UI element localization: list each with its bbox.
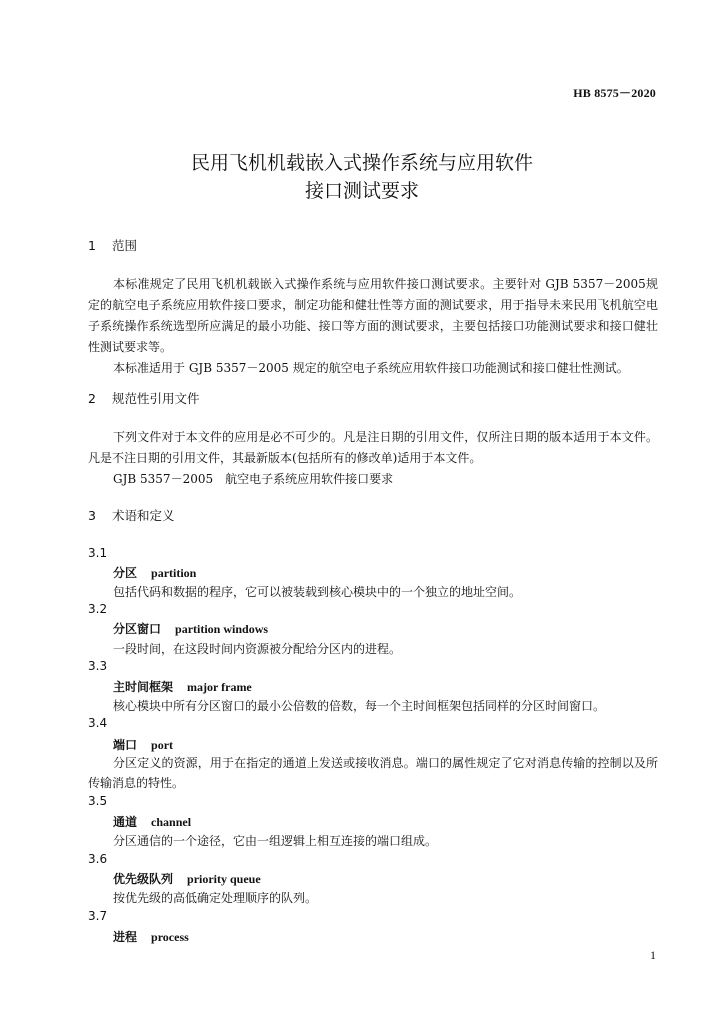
section-title: 术语和定义 (111, 508, 175, 523)
section-2-heading (88, 389, 200, 407)
term-title (113, 678, 252, 695)
term-en: process (151, 930, 189, 944)
term-en: priority queue (187, 872, 261, 886)
term-number: 3.3 (88, 659, 108, 673)
term-definition: 分区通信的一个途径，它由一组逻辑上相互连接的端口组成。 (113, 834, 438, 848)
normative-text (88, 427, 658, 490)
term-definition: 一段时间，在这段时间内资源被分配给分区内的进程。 (113, 642, 402, 656)
page-number: 1 (650, 948, 656, 962)
term-title (113, 928, 189, 945)
section-number: 3 (88, 508, 96, 523)
term-zh: 端口 (113, 738, 138, 752)
section-1-heading (88, 236, 137, 254)
term-definition: 按优先级的高低确定处理顺序的队列。 (113, 891, 318, 905)
normative-reference: GJB 5357－2005 航空电子系统应用软件接口要求 (113, 472, 394, 486)
section-number: 1 (88, 238, 96, 253)
term-title (113, 620, 268, 637)
term-definition: 包括代码和数据的程序，它可以被装载到核心模块中的一个独立的地址空间。 (113, 585, 522, 599)
term-number: 3.7 (88, 909, 108, 923)
term-zh: 主时间框架 (113, 680, 174, 694)
scope-paragraph-1: 本标准规定了民用飞机机载嵌入式操作系统与应用软件接口测试要求。主要针对 GJB 5357－2005规定的航空电子系统应用软件接口要求，制定功能和健壮性等方面的测试要求，用于指导未来民用飞机航空电子系统操作系统选型所应满足的最小功能、接口等方面的测试要求，主要包括接口功能测试要求和接口健壮性测试要求等。 (88, 277, 658, 354)
term-en: partition windows (175, 622, 269, 636)
section-number: 2 (88, 391, 96, 406)
standard-code: HB 8575－2020 (573, 86, 656, 100)
scope-text (88, 274, 658, 379)
term-definition: 核心模块中所有分区窗口的最小公倍数的倍数，每一个主时间框架包括同样的分区时间窗口。 (113, 699, 606, 713)
section-title: 规范性引用文件 (111, 391, 200, 406)
term-number: 3.2 (88, 602, 108, 616)
document-title-line1: 民用飞机机载嵌入式操作系统与应用软件 (190, 152, 533, 174)
term-number: 3.5 (88, 794, 108, 808)
scope-paragraph-2: 本标准适用于 GJB 5357－2005 规定的航空电子系统应用软件接口功能测试和接口健壮性测试。 (113, 361, 629, 375)
term-en: major frame (187, 680, 252, 694)
section-title: 范围 (111, 238, 137, 253)
term-en: port (151, 738, 174, 752)
term-zh: 通道 (113, 815, 138, 829)
term-en: partition (151, 566, 197, 580)
term-zh: 进程 (113, 930, 138, 944)
term-zh: 分区 (113, 566, 138, 580)
term-definition-text: 分区定义的资源，用于在指定的通道上发送或接收消息。端口的属性规定了它对消息传输的控制以及所传输消息的特性。 (88, 756, 658, 790)
section-3-heading (88, 506, 175, 524)
term-title (113, 813, 191, 830)
normative-paragraph: 下列文件对于本文件的应用是必不可少的。凡是注日期的引用文件，仅所注日期的版本适用于本文件。凡是不注日期的引用文件，其最新版本(包括所有的修改单)适用于本文件。 (88, 430, 658, 465)
term-title (113, 870, 261, 887)
term-definition (88, 753, 658, 793)
document-title-line2: 接口测试要求 (304, 180, 419, 202)
term-title (113, 736, 173, 753)
term-title (113, 564, 196, 581)
term-zh: 分区窗口 (113, 622, 162, 636)
term-en: channel (151, 815, 192, 829)
term-number: 3.4 (88, 716, 108, 730)
term-zh: 优先级队列 (113, 872, 174, 886)
term-number: 3.6 (88, 852, 108, 866)
term-number: 3.1 (88, 546, 108, 560)
